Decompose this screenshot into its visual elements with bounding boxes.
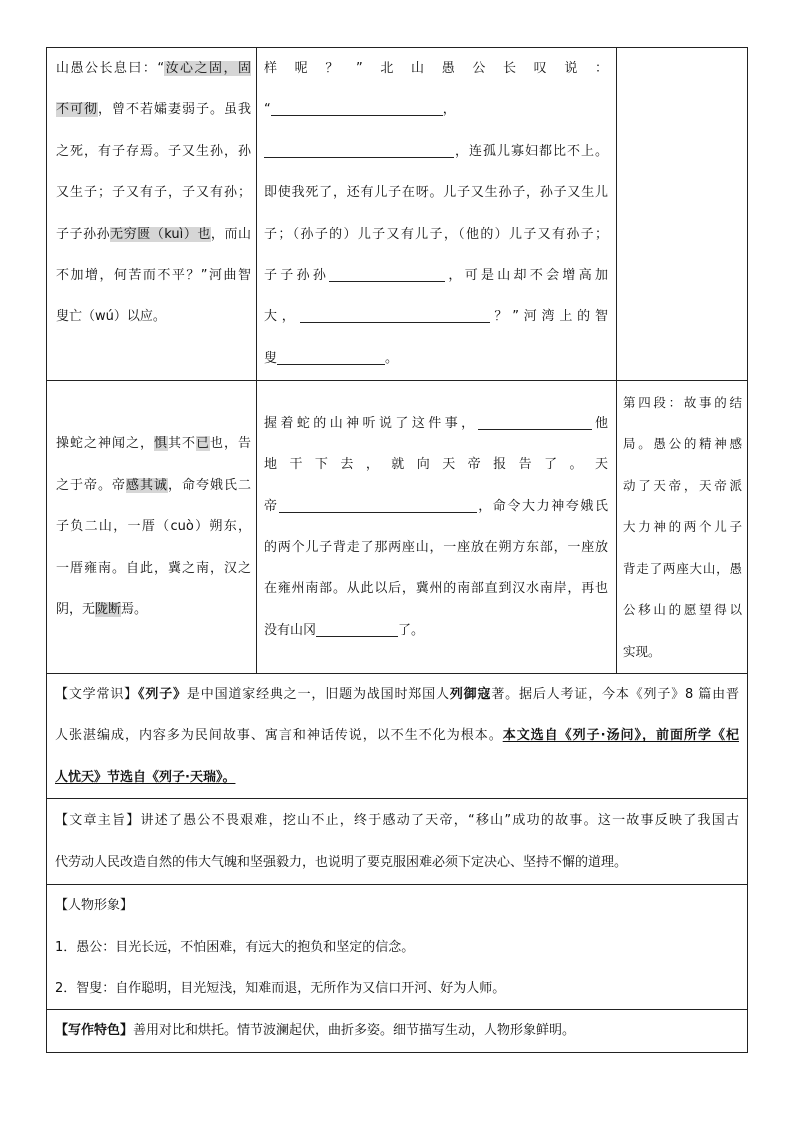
text-run: 握着蛇的山神听说了这件事， xyxy=(264,415,478,431)
literary-knowledge-row xyxy=(47,674,748,799)
fill-in-blank xyxy=(279,499,477,513)
text-line xyxy=(264,48,608,89)
passage-row xyxy=(47,381,748,674)
highlighted-text: 惧 xyxy=(153,436,168,452)
fill-in-blank xyxy=(300,309,490,323)
text-run: 子负二山，一厝（cuò）朔东， xyxy=(56,519,251,535)
text-run: 又生子；子又有子，子又有孙； xyxy=(56,185,251,201)
text-run: 即使我死了，还有儿子在呀。儿子又生孙子，孙子又生儿 xyxy=(264,185,608,201)
text-run: ，连孤儿寡妇都比不上。 xyxy=(454,143,608,159)
text-run: 焉。 xyxy=(121,602,148,618)
analysis-cell xyxy=(617,48,748,381)
text-line xyxy=(264,338,608,379)
highlighted-text: 陇断 xyxy=(95,602,122,618)
text-line: 背走了两座大山，愚 xyxy=(623,560,742,576)
fill-in-blank xyxy=(316,623,398,637)
text-line xyxy=(56,589,251,630)
fill-in-blank xyxy=(271,102,443,116)
text-line: 局。愚公的精神感 xyxy=(623,436,742,452)
fill-in-blank xyxy=(264,144,454,158)
text-line xyxy=(264,131,608,172)
characters-row xyxy=(47,885,748,1010)
text-line xyxy=(264,403,608,444)
text-line xyxy=(56,465,251,506)
section-label: 【写作特色】 xyxy=(55,1023,134,1039)
text-line xyxy=(264,444,608,485)
bold-underlined-text: 人忧天》节选自《列子·天瑞》。 xyxy=(55,769,236,785)
text-line xyxy=(56,423,251,464)
text-line xyxy=(55,842,739,883)
text-run: ，命令大力神夸娥氏 xyxy=(476,498,608,514)
writing-features-cell xyxy=(47,1010,748,1052)
highlighted-text: 不可彻 xyxy=(56,102,98,118)
highlighted-text: 已 xyxy=(195,436,210,452)
text-line xyxy=(264,610,608,651)
fill-in-blank xyxy=(478,416,592,430)
content-table xyxy=(46,47,748,1053)
text-run: 讲述了愚公不畏艰难，挖山不止，终于感动了天帝，“移山”成功的故事。这一故事反映了我国古 xyxy=(140,813,739,829)
text-run: 之于帝。帝 xyxy=(56,477,126,493)
text-line xyxy=(56,214,251,255)
text-run: 。 xyxy=(385,350,399,366)
text-run: ， xyxy=(442,102,456,118)
main-idea-cell xyxy=(47,799,748,885)
text-run: 人张湛编成，内容多为民间故事、寓言和神话传说，以不生不化为根本。 xyxy=(55,728,503,744)
text-line xyxy=(56,89,251,130)
text-line xyxy=(55,715,739,756)
text-run: 子；（孙子的）儿子又有儿子，（他的）儿子又有孙子； xyxy=(264,226,608,242)
text-run: 其不 xyxy=(167,436,196,452)
text-line xyxy=(55,1010,739,1051)
text-line xyxy=(56,255,251,296)
bold-text: 列御寇 xyxy=(449,687,492,702)
text-line: 第四段：故事的结 xyxy=(623,395,742,411)
text-line xyxy=(56,48,251,89)
text-line xyxy=(56,296,251,337)
writing-features-row xyxy=(47,1010,748,1052)
text-line xyxy=(264,527,608,568)
bold-text: 《列子》 xyxy=(138,687,187,702)
text-line xyxy=(56,131,251,172)
text-run: 是中国道家经典之一，旧题为战国时郑国人 xyxy=(186,687,450,702)
classical-text-cell xyxy=(47,381,257,674)
text-run: 样呢？”北山愚公长叹说： xyxy=(264,61,608,76)
text-run: 也，告 xyxy=(209,436,251,452)
text-run: ，命夸娥氏二 xyxy=(167,477,251,493)
literary-knowledge-cell xyxy=(47,674,748,799)
text-run: 叟亡（wú）以应。 xyxy=(56,309,166,325)
text-run: 代劳动人民改造自然的伟大气魄和坚强毅力，也说明了要克服困难必须下定决心、坚持不懈的道理。 xyxy=(55,854,628,870)
text-run: 帝 xyxy=(264,498,279,514)
list-item: 1．愚公：目光长远，不怕困难，有远大的抱负和坚定的信念。 xyxy=(55,939,415,955)
highlighted-text: 感其诚 xyxy=(125,477,168,493)
passage-row xyxy=(47,48,748,381)
text-line xyxy=(264,255,608,296)
text-run: 了。 xyxy=(398,622,425,638)
text-line xyxy=(264,89,608,130)
section-label: 【文学常识】 xyxy=(55,687,139,702)
fill-in-blank xyxy=(329,268,445,282)
text-run: 他 xyxy=(591,415,608,431)
text-run: 子子孙孙 xyxy=(56,226,111,242)
text-line: 动了天帝，天帝派 xyxy=(623,477,742,493)
text-line xyxy=(264,214,608,255)
text-line xyxy=(56,172,251,213)
text-run: 山愚公长息曰：“ xyxy=(56,61,165,76)
text-run: 阴，无 xyxy=(56,602,96,618)
classical-text-cell xyxy=(47,48,257,381)
text-run: 之死，有子存焉。子又生孙，孙 xyxy=(56,143,251,159)
main-idea-row xyxy=(47,799,748,885)
text-run: ，曾不若孀妻弱子。虽我 xyxy=(98,102,251,118)
translation-cell xyxy=(257,381,617,674)
text-run: 操蛇之神闻之， xyxy=(56,436,154,452)
text-line xyxy=(55,674,739,715)
text-run: 大， xyxy=(264,309,300,325)
text-line xyxy=(264,172,608,213)
section-label: 【人物形象】 xyxy=(55,898,134,914)
highlighted-text: 汝心之固，固 xyxy=(164,61,251,76)
fill-in-blank xyxy=(277,351,385,365)
text-run: ，而山 xyxy=(210,226,251,242)
highlighted-text: 无穷匮（kuì）也 xyxy=(110,226,211,242)
text-run: 叟 xyxy=(264,350,278,366)
text-line xyxy=(55,757,739,798)
bold-underlined-text: 本文选自《列子·汤问》，前面所学《杞 xyxy=(502,728,739,744)
text-run: 在雍州南部。从此以后，冀州的南部直到汉水南岸，再也 xyxy=(264,581,608,597)
text-run: 的两个儿子背走了那两座山，一座放在朔方东部，一座放 xyxy=(264,540,608,555)
text-line xyxy=(56,506,251,547)
text-line xyxy=(264,486,608,527)
text-run: 善用对比和烘托。情节波澜起伏，曲折多姿。细节描写生动，人物形象鲜明。 xyxy=(133,1023,576,1039)
text-line: 大力神的两个儿子 xyxy=(623,519,742,535)
text-run: ？”河湾上的智 xyxy=(489,309,608,325)
text-line xyxy=(55,800,739,841)
text-run: 不加增，何苦而不平？”河曲智 xyxy=(56,268,251,284)
text-line xyxy=(264,296,608,337)
characters-cell xyxy=(47,885,748,1010)
text-run: 地干下去，就向天帝报告了。天 xyxy=(264,457,608,473)
text-line xyxy=(264,568,608,609)
text-run: 没有山冈 xyxy=(264,622,317,638)
text-run: ，可是山却不会增高加 xyxy=(445,268,608,284)
analysis-cell xyxy=(617,381,748,674)
text-run: 子子孙孙 xyxy=(264,268,330,284)
list-item: 2．智叟：自作聪明，目光短浅，知难而退，无所作为又信口开河、好为人师。 xyxy=(55,981,506,997)
text-run: 一厝雍南。自此，冀之南，汉之 xyxy=(56,560,251,576)
text-line: 公移山的愿望得以 xyxy=(623,602,742,618)
text-run: “ xyxy=(264,102,271,118)
translation-cell xyxy=(257,48,617,381)
text-line: 实现。 xyxy=(623,643,661,659)
text-line xyxy=(56,548,251,589)
text-run: 著。据后人考证，今本《列子》8 篇由晋 xyxy=(491,687,739,702)
section-label: 【文章主旨】 xyxy=(55,813,141,829)
